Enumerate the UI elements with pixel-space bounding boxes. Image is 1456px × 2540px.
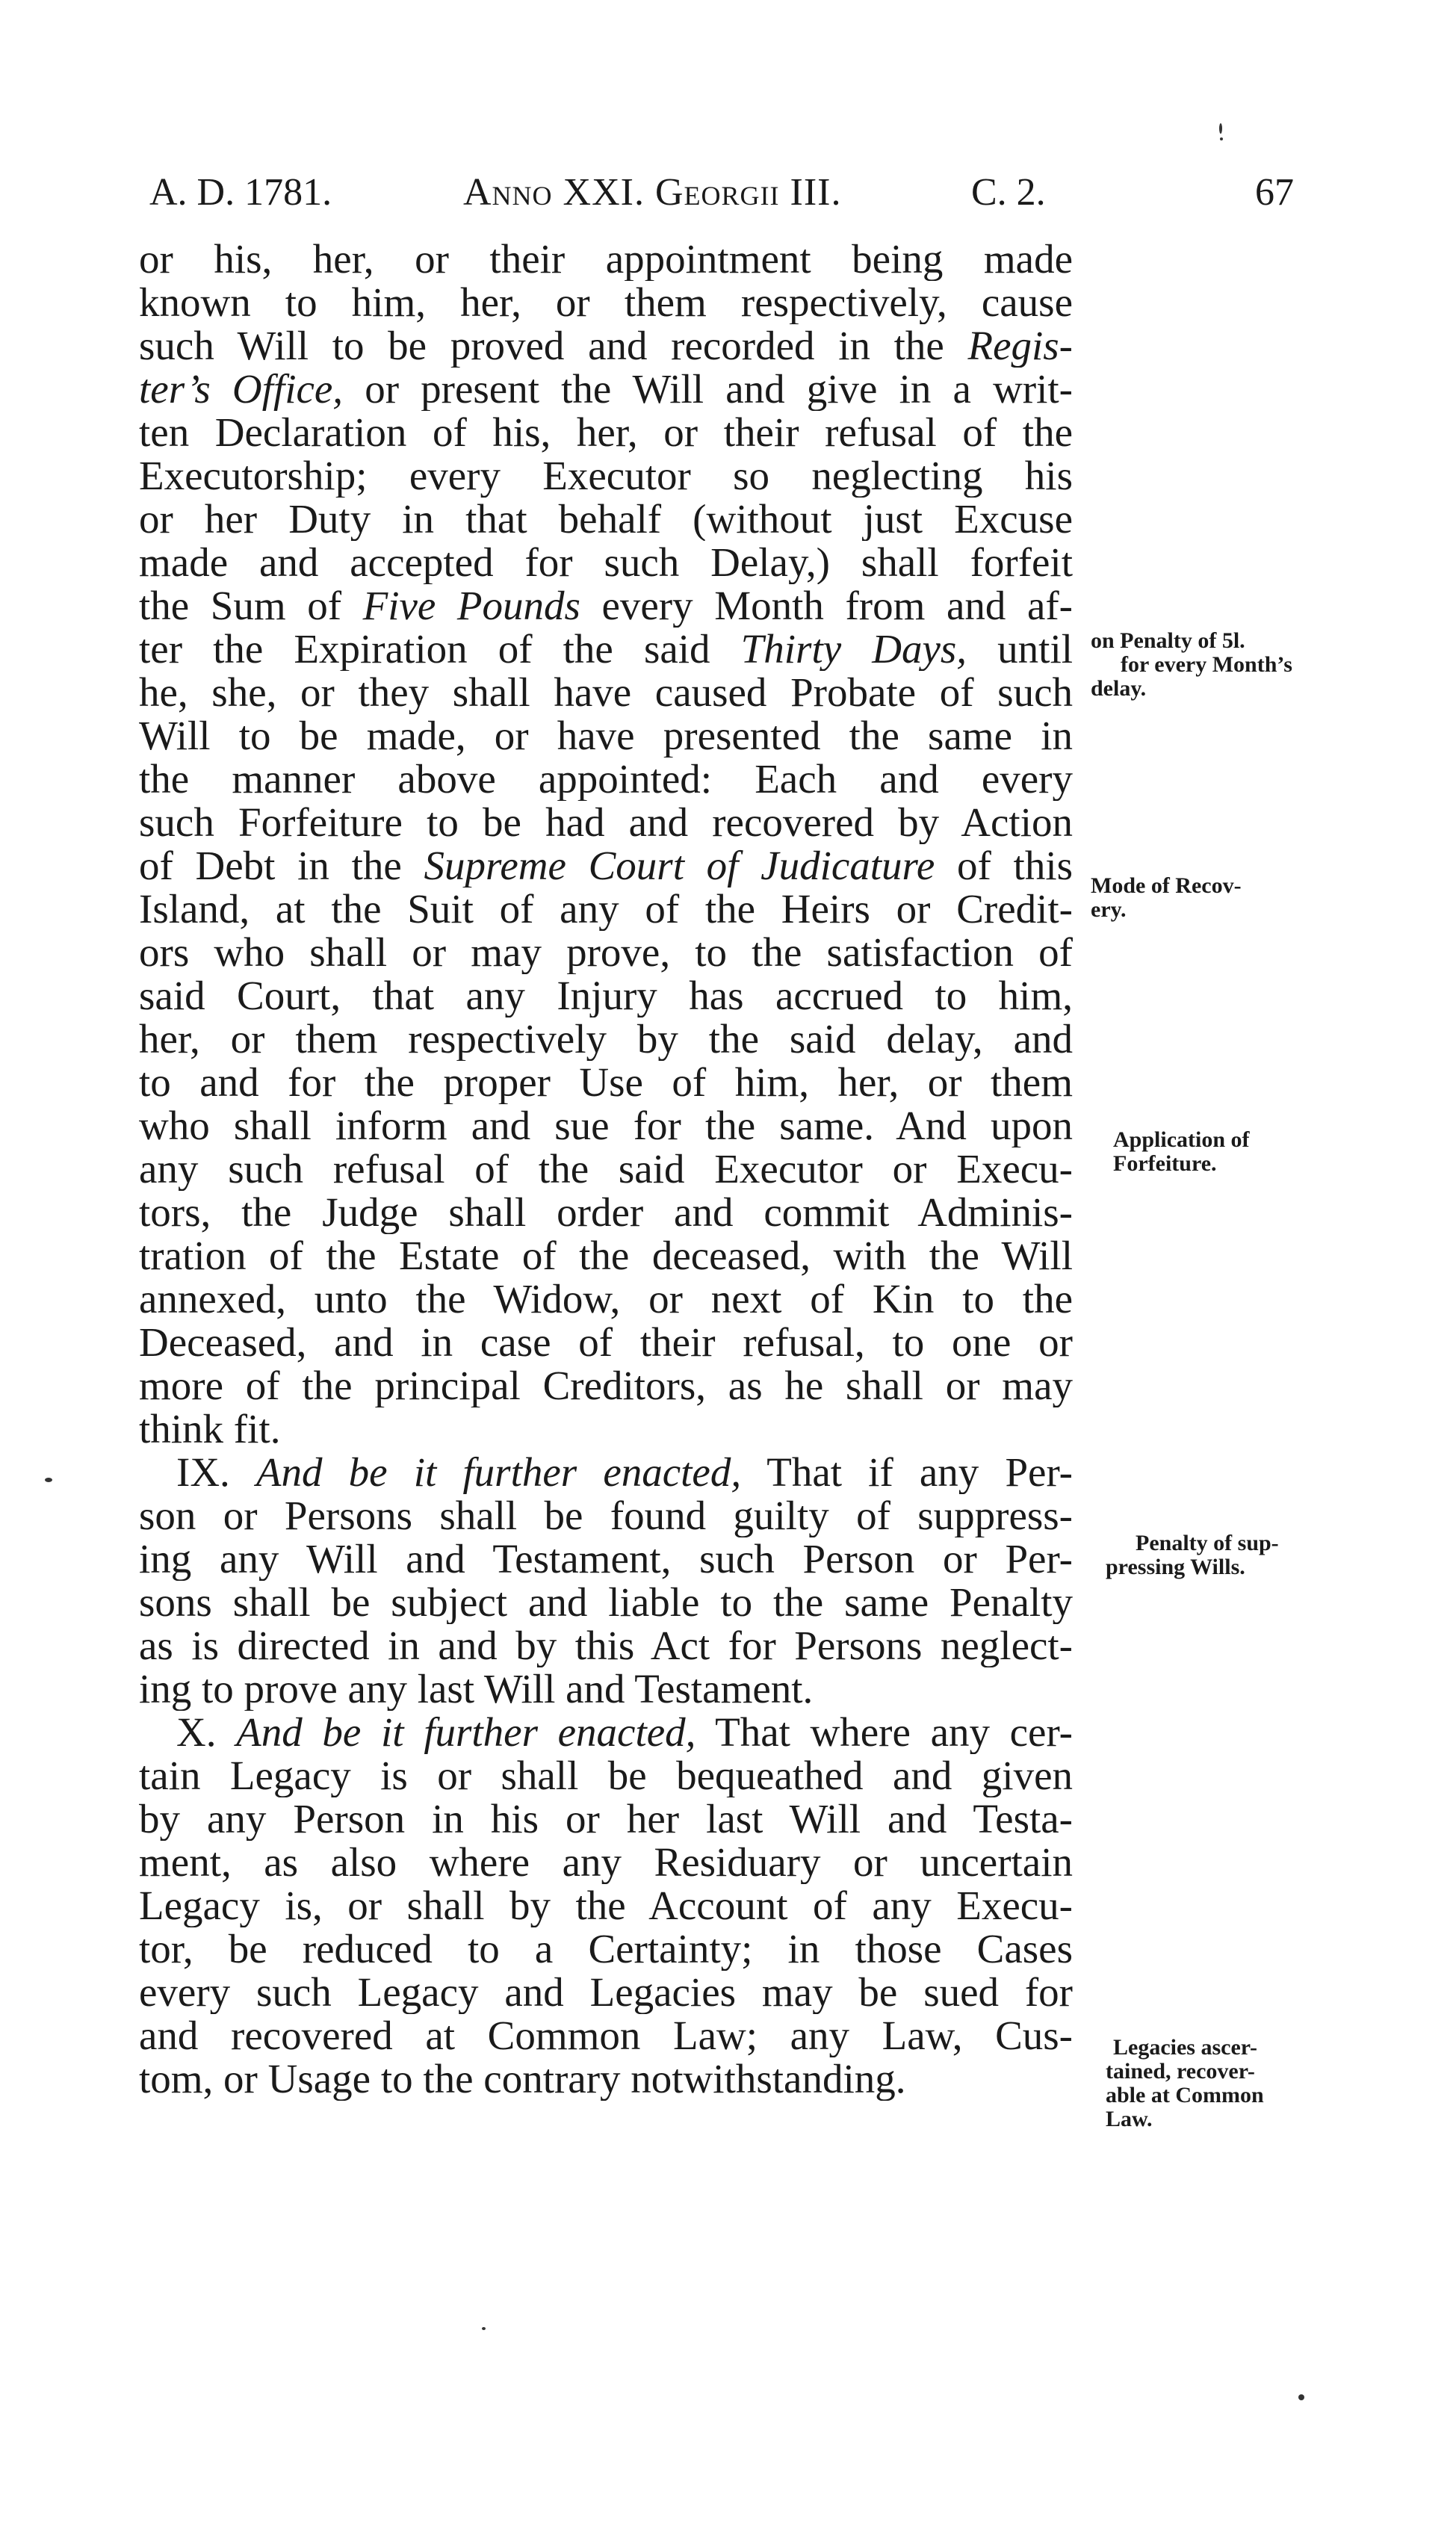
text-line: or her Duty in that behalf (without just Excuse <box>139 498 1073 541</box>
text-line: made and accepted for such Delay,) shall forfeit <box>139 541 1073 584</box>
margin-note-line: ery. <box>1091 897 1127 922</box>
ink-speck <box>482 2327 486 2330</box>
text-line: by any Person in his or her last Will and Testa- <box>139 1797 1073 1841</box>
text-line: of Debt in the Supreme Court of Judicature of this <box>139 844 1073 888</box>
header-chapter: C. 2. <box>971 171 1046 214</box>
margin-note-line: Mode of Recov- <box>1091 873 1242 898</box>
margin-note-line: Legacies ascer- <box>1113 2035 1257 2060</box>
text-line: tration of the Estate of the deceased, with the Will <box>139 1234 1073 1277</box>
text-line: he, she, or they shall have caused Probate of such <box>139 671 1073 714</box>
text-line: ment, as also where any Residuary or uncertain <box>139 1841 1073 1884</box>
text-line: more of the principal Creditors, as he shall or may <box>139 1364 1073 1407</box>
text-line: think fit. <box>139 1407 281 1451</box>
text-line: tor, be reduced to a Certainty; in those Cases <box>139 1927 1073 1971</box>
margin-note-legacies <box>1106 2036 1264 2131</box>
margin-note-line: tained, recover- <box>1106 2059 1255 2084</box>
text-line: or his, her, or their appointment being made <box>139 238 1073 281</box>
text-line: Island, at the Suit of any of the Heirs or Credit- <box>139 888 1073 931</box>
text-line: such Forfeiture to be had and recovered by Action <box>139 801 1073 844</box>
ink-speck <box>1219 123 1222 134</box>
text-line: tors, the Judge shall order and commit Adminis- <box>139 1191 1073 1234</box>
text-line: the Sum of Five Pounds every Month from and af- <box>139 584 1073 628</box>
text-line: Legacy is, or shall by the Account of any Execu- <box>139 1884 1073 1927</box>
text-line: said Court, that any Injury has accrued to him, <box>139 974 1073 1017</box>
margin-note-line: on Penalty of 5l. <box>1091 628 1245 653</box>
text-line: son or Persons shall be found guilty of suppress- <box>139 1494 1073 1537</box>
margin-note-line: pressing Wills. <box>1106 1555 1245 1579</box>
text-line: IX. And be it further enacted, That if any Per- <box>176 1451 1073 1494</box>
text-line: such Will to be proved and recorded in the Regis- <box>139 324 1073 368</box>
margin-note-line: Law. <box>1106 2107 1153 2131</box>
text-line: the manner above appointed: Each and every <box>139 758 1073 801</box>
text-line: ten Declaration of his, her, or their refusal of the <box>139 411 1073 454</box>
ink-speck <box>1298 2394 1304 2400</box>
text-line: to and for the proper Use of him, her, or them <box>139 1061 1073 1104</box>
margin-note-line: able at Common <box>1106 2083 1264 2107</box>
text-line: ter’s Office, or present the Will and give in a writ- <box>139 368 1073 411</box>
text-line: who shall inform and sue for the same. And upon <box>139 1104 1073 1147</box>
text-line: every such Legacy and Legacies may be sued for <box>139 1971 1073 2014</box>
margin-note-line: for every Month’s <box>1121 652 1292 677</box>
text-line: Executorship; every Executor so neglecting his <box>139 454 1073 498</box>
text-line: Deceased, and in case of their refusal, to one or <box>139 1321 1073 1364</box>
ink-speck <box>45 1478 52 1482</box>
ink-speck <box>1220 137 1223 140</box>
text-line: X. And be it further enacted, That where any cer- <box>176 1711 1073 1754</box>
text-line: and recovered at Common Law; any Law, Cus- <box>139 2014 1073 2057</box>
margin-note-line: Forfeiture. <box>1113 1151 1217 1176</box>
text-line: any such refusal of the said Executor or Execu- <box>139 1147 1073 1191</box>
margin-note-penalty-suppressing-wills <box>1106 1531 1279 1579</box>
text-line: annexed, unto the Widow, or next of Kin to the <box>139 1277 1073 1321</box>
text-line: as is directed in and by this Act for Persons neglect- <box>139 1624 1073 1667</box>
running-header <box>149 170 1345 230</box>
text-line: ors who shall or may prove, to the satisfaction of <box>139 931 1073 974</box>
text-line: tom, or Usage to the contrary notwithstanding. <box>139 2057 906 2101</box>
margin-note-application-of-forfeiture <box>1113 1128 1250 1176</box>
header-year: A. D. 1781. <box>149 171 332 214</box>
page-number: 67 <box>1255 171 1294 214</box>
margin-note-line: Application of <box>1113 1127 1250 1152</box>
text-line: sons shall be subject and liable to the same Penalty <box>139 1581 1073 1624</box>
margin-note-penalty-month <box>1091 629 1292 701</box>
margin-note-line: delay. <box>1091 676 1147 701</box>
text-line: Will to be made, or have presented the same in <box>139 714 1073 758</box>
text-line: her, or them respectively by the said delay, and <box>139 1017 1073 1061</box>
header-title: Anno XXI. Georgii III. <box>463 171 842 214</box>
margin-note-mode-of-recovery <box>1091 874 1242 922</box>
margin-note-line: Penalty of sup- <box>1136 1531 1279 1555</box>
text-line: ing any Will and Testament, such Person or Per- <box>139 1537 1073 1581</box>
text-line: tain Legacy is or shall be bequeathed and given <box>139 1754 1073 1797</box>
text-line: ing to prove any last Will and Testament. <box>139 1667 814 1711</box>
text-line: known to him, her, or them respectively, cause <box>139 281 1073 324</box>
text-line: ter the Expiration of the said Thirty Days, until <box>139 628 1073 671</box>
